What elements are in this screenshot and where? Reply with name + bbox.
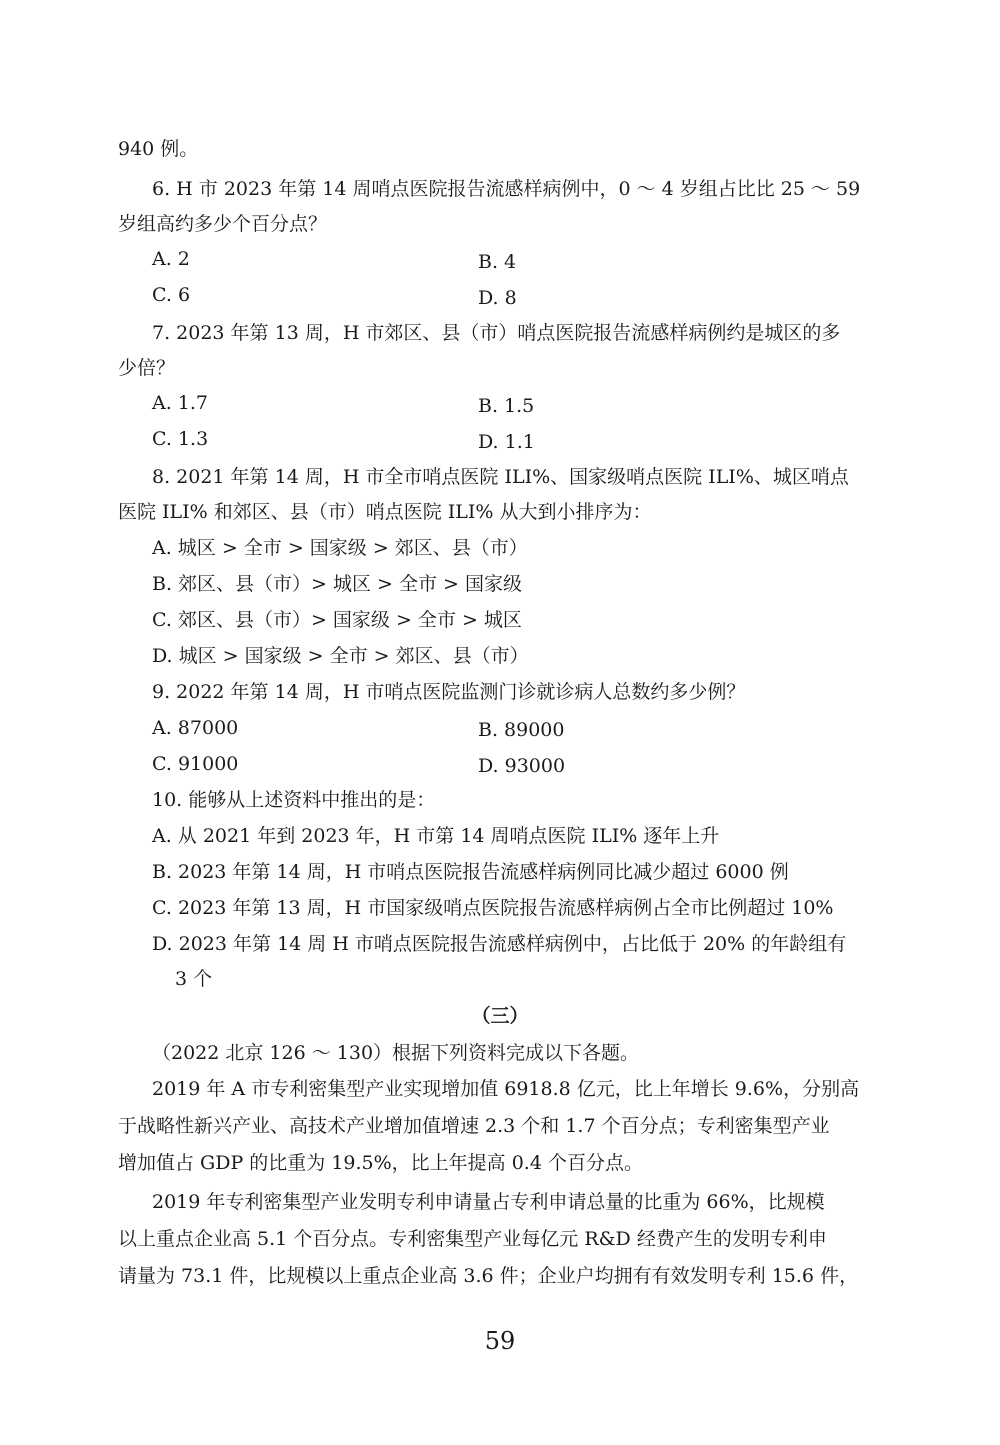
q9-option-b: B. 89000	[478, 719, 565, 741]
q6-option-d: D. 8	[478, 287, 517, 309]
q8-option-d: D. 城区 > 国家级 > 全市 > 郊区、县（市）	[152, 645, 529, 667]
paragraph-2-line-2: 以上重点企业高 5.1 个百分点。专利密集型产业每亿元 R&D 经费产生的发明专利申	[118, 1228, 827, 1250]
q6-option-c: C. 6	[152, 284, 191, 306]
q10-option-d-cont: 3 个	[175, 968, 213, 990]
q7-option-d: D. 1.1	[478, 431, 535, 453]
q10-option-b: B. 2023 年第 14 周，H 市哨点医院报告流感样病例同比减少超过 6000 例	[152, 861, 789, 883]
question-9-stem: 9. 2022 年第 14 周，H 市哨点医院监测门诊就诊病人总数约多少例？	[152, 681, 746, 703]
section-heading: （三）	[471, 1005, 529, 1027]
q7-option-c: C. 1.3	[152, 428, 209, 450]
question-6-stem: 6. H 市 2023 年第 14 周哨点医院报告流感样病例中，0 ～ 4 岁组占比比 25 ～ 59	[152, 178, 861, 200]
question-8-stem: 8. 2021 年第 14 周，H 市全市哨点医院 ILI%、国家级哨点医院 ILI%、城区哨点	[152, 466, 849, 488]
q10-option-d: D. 2023 年第 14 周 H 市哨点医院报告流感样病例中，占比低于 20% 的年龄组有	[152, 933, 847, 955]
q6-option-a: A. 2	[152, 248, 190, 270]
question-6-stem-cont: 岁组高约多少个百分点？	[118, 213, 328, 235]
q6-option-b: B. 4	[478, 251, 517, 273]
paragraph-1-line-3: 增加值占 GDP 的比重为 19.5%，比上年提高 0.4 个百分点。	[118, 1152, 643, 1174]
paragraph-1: 2019 年 A 市专利密集型产业实现增加值 6918.8 亿元，比上年增长 9.6%，分别高	[152, 1078, 860, 1100]
q9-option-a: A. 87000	[152, 717, 239, 739]
q10-option-a: A. 从 2021 年到 2023 年，H 市第 14 周哨点医院 ILI% 逐年上升	[152, 825, 720, 847]
source-note: （2022 北京 126 ～ 130）根据下列资料完成以下各题。	[152, 1042, 640, 1064]
q7-option-b: B. 1.5	[478, 395, 535, 417]
q8-option-b: B. 郊区、县（市）> 城区 > 全市 > 国家级	[152, 573, 522, 595]
q9-option-d: D. 93000	[478, 755, 566, 777]
question-7-stem-cont: 少倍？	[118, 357, 176, 379]
q7-option-a: A. 1.7	[152, 392, 209, 414]
question-7-stem: 7. 2023 年第 13 周，H 市郊区、县（市）哨点医院报告流感样病例约是城区的多	[152, 322, 841, 344]
q8-option-c: C. 郊区、县（市）> 国家级 > 全市 > 城区	[152, 609, 522, 631]
text-line: 940 例。	[118, 138, 199, 160]
paragraph-2-line-3: 请量为 73.1 件，比规模以上重点企业高 3.6 件；企业户均拥有有效发明专利 15.6 件，	[118, 1265, 859, 1287]
paragraph-2: 2019 年专利密集型产业发明专利申请量占专利申请总量的比重为 66%，比规模	[152, 1191, 825, 1213]
q10-option-c: C. 2023 年第 13 周，H 市国家级哨点医院报告流感样病例占全市比例超过 10%	[152, 897, 834, 919]
question-10-stem: 10. 能够从上述资料中推出的是：	[152, 789, 436, 811]
question-8-stem-cont: 医院 ILI% 和郊区、县（市）哨点医院 ILI% 从大到小排序为：	[118, 501, 652, 523]
paragraph-1-line-2: 于战略性新兴产业、高技术产业增加值增速 2.3 个和 1.7 个百分点；专利密集型产业	[118, 1115, 830, 1137]
page-number: 59	[484, 1327, 516, 1355]
q8-option-a: A. 城区 > 全市 > 国家级 > 郊区、县（市）	[152, 537, 528, 559]
q9-option-c: C. 91000	[152, 753, 239, 775]
